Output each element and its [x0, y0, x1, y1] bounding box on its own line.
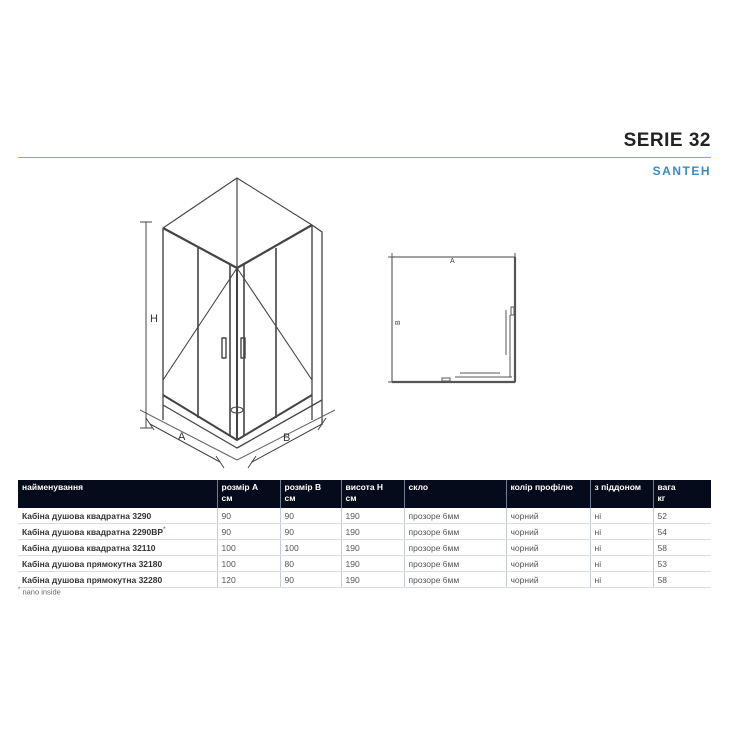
footnote — [18, 587, 61, 597]
cell-tray: ні — [590, 540, 653, 556]
cell-profile-color: чорний — [506, 556, 590, 572]
cell-height: 190 — [341, 524, 404, 540]
col-header-size-a: розмір A см — [217, 480, 280, 508]
cell-name: Кабіна душова квадратна 2290BP* — [18, 524, 217, 540]
col-header-glass: скло — [404, 480, 506, 508]
col-header-profile-color: колір профілю — [506, 480, 590, 508]
brand-logo: SANTEH — [652, 164, 711, 178]
col-header-tray: з піддоном — [590, 480, 653, 508]
cell-tray: ні — [590, 508, 653, 524]
plan-dim-a: A — [450, 258, 455, 265]
cell-weight: 58 — [653, 572, 711, 588]
cell-weight: 53 — [653, 556, 711, 572]
col-header-height: висота H см — [341, 480, 404, 508]
cell-size-b: 100 — [280, 540, 341, 556]
table-row — [18, 556, 711, 572]
cell-profile-color: чорний — [506, 540, 590, 556]
cell-height: 190 — [341, 540, 404, 556]
cell-size-a: 100 — [217, 540, 280, 556]
table-row — [18, 524, 711, 540]
cell-size-a: 120 — [217, 572, 280, 588]
cell-profile-color: чорний — [506, 508, 590, 524]
enclosure-isometric-drawing — [0, 170, 360, 470]
cell-glass: прозоре 6мм — [404, 572, 506, 588]
dim-label-b: B — [283, 432, 291, 444]
cell-glass: прозоре 6мм — [404, 508, 506, 524]
col-header-weight: вага кг — [653, 480, 711, 508]
cell-size-b: 90 — [280, 572, 341, 588]
cell-size-b: 90 — [280, 508, 341, 524]
cell-height: 190 — [341, 572, 404, 588]
cell-tray: ні — [590, 524, 653, 540]
cell-tray: ні — [590, 572, 653, 588]
floor-outline — [163, 400, 322, 448]
cell-size-a: 90 — [217, 508, 280, 524]
dim-label-a: A — [178, 431, 186, 443]
cell-name: Кабіна душова прямокутна 32180 — [18, 556, 217, 572]
table-header-row — [18, 480, 711, 508]
cell-size-a: 100 — [217, 556, 280, 572]
cell-height: 190 — [341, 508, 404, 524]
plan-dim-b: B — [395, 320, 402, 325]
cell-glass: прозоре 6мм — [404, 540, 506, 556]
series-title: SERIE 32 — [623, 130, 711, 151]
specifications-table — [18, 480, 711, 588]
table-row — [18, 572, 711, 588]
footnote-text: nano inside — [22, 587, 61, 597]
enclosure-plan-view — [380, 245, 530, 395]
footnote-mark: * — [18, 587, 21, 593]
dim-label-h: H — [150, 313, 158, 325]
cell-size-b: 90 — [280, 524, 341, 540]
back-wall-right — [237, 178, 312, 380]
cell-profile-color: чорний — [506, 572, 590, 588]
cell-glass: прозоре 6мм — [404, 556, 506, 572]
table-row — [18, 540, 711, 556]
cell-name: Кабіна душова квадратна 3290 — [18, 508, 217, 524]
header-divider — [18, 157, 711, 158]
col-header-size-b: розмір B см — [280, 480, 341, 508]
table-row — [18, 508, 711, 524]
cell-profile-color: чорний — [506, 524, 590, 540]
cell-height: 190 — [341, 556, 404, 572]
cell-glass: прозоре 6мм — [404, 524, 506, 540]
col-header-name: найменування — [18, 480, 217, 508]
cell-name: Кабіна душова прямокутна 32280 — [18, 572, 217, 588]
cell-weight: 54 — [653, 524, 711, 540]
cell-weight: 58 — [653, 540, 711, 556]
cell-name: Кабіна душова квадратна 32110 — [18, 540, 217, 556]
cell-weight: 52 — [653, 508, 711, 524]
cell-tray: ні — [590, 556, 653, 572]
cell-size-b: 80 — [280, 556, 341, 572]
cell-size-a: 90 — [217, 524, 280, 540]
